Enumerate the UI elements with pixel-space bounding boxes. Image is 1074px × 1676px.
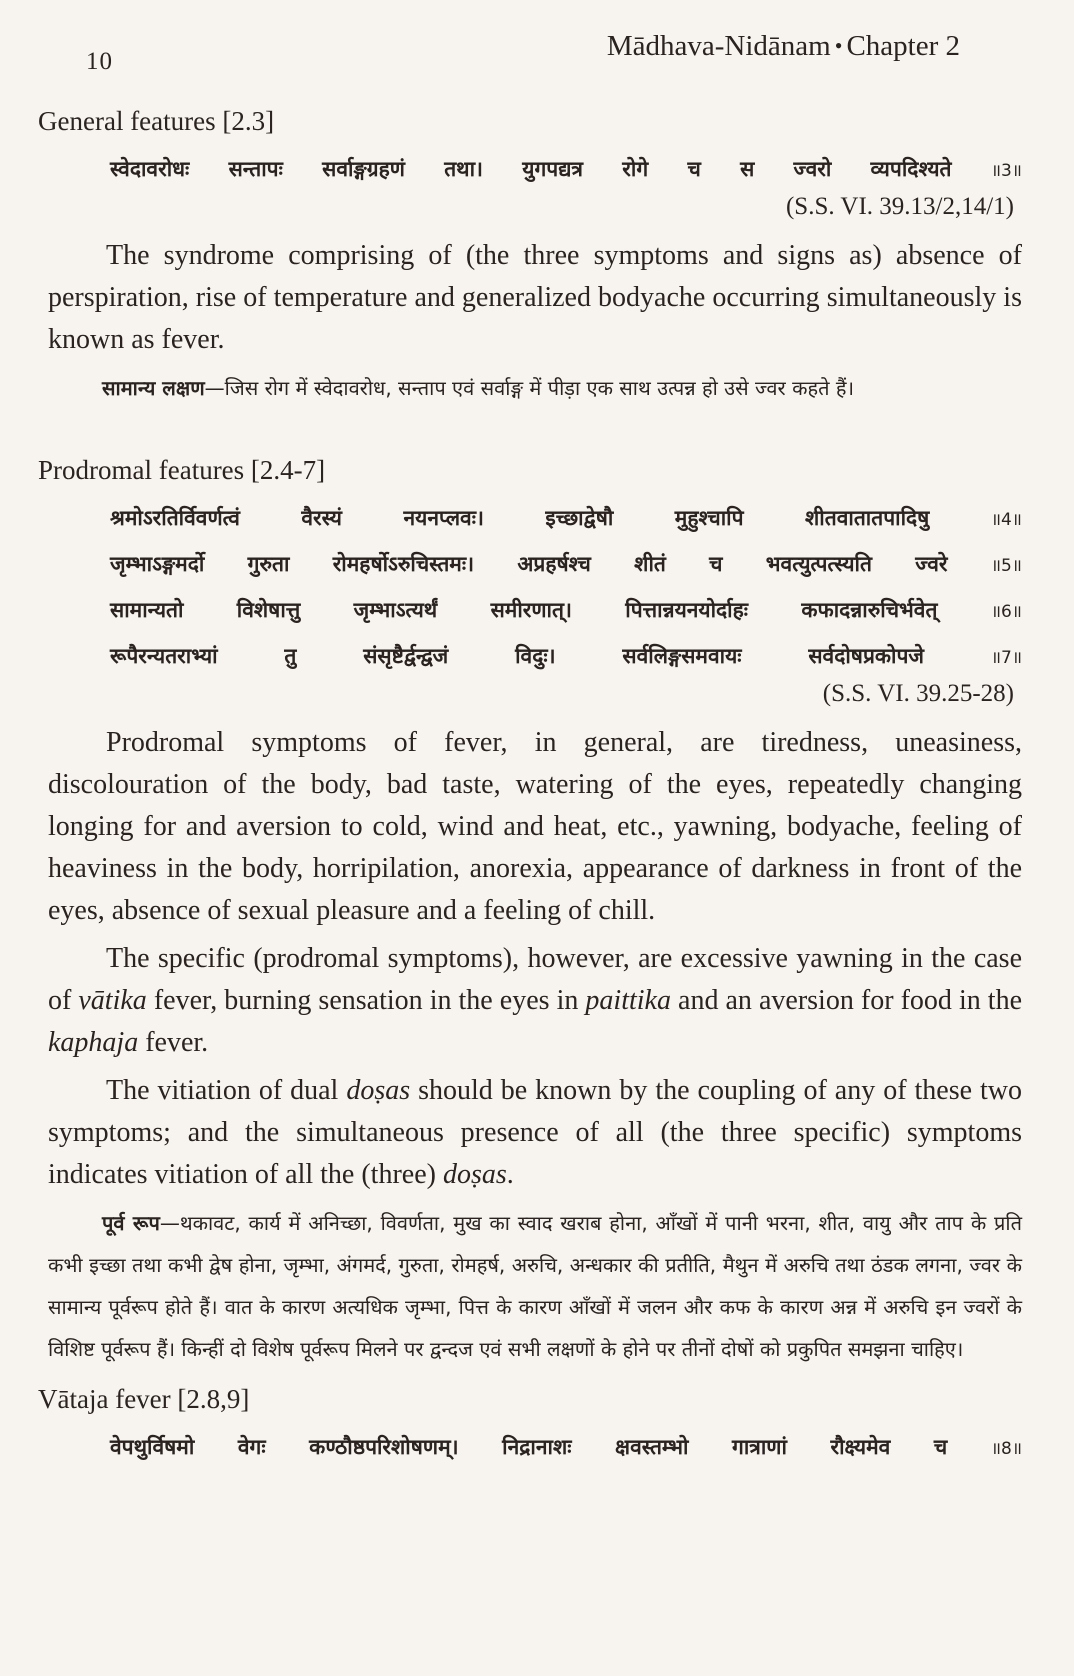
sanskrit-verse-4 [48, 496, 1022, 542]
verse-text: स्वेदावरोधः सन्तापः सर्वाङ्गग्रहणं तथा। युगपद्यत्र रोगे च स ज्वरो व्यपदिश्यते [110, 157, 952, 181]
verse-text: जृम्भाऽङ्गमर्दो गुरुता रोमहर्षोऽरुचिस्तमः। अप्रहर्षश्च शीतं च भवत्युत्पत्स्यति ज्वरे [110, 552, 948, 576]
verse-reference: (S.S. VI. 39.25-28) [822, 680, 1014, 707]
section-spacer [48, 419, 1022, 441]
hindi-paragraph [48, 1202, 1022, 1370]
text-run: and an aversion for food in the [670, 985, 1022, 1016]
running-head [607, 30, 960, 63]
text-run: fever. [138, 1027, 209, 1058]
text-run: . [506, 1159, 514, 1190]
text-run: The vitiation of dual [106, 1075, 347, 1106]
hindi-paragraph [48, 367, 1022, 409]
section-heading-prodromal: Prodromal features [2.4-7] [38, 455, 326, 485]
sanskrit-verse-8 [48, 1425, 1022, 1471]
english-paragraph [48, 938, 1022, 1064]
italic-term: vātika [78, 985, 147, 1016]
verse-number: ॥3॥ [990, 161, 1022, 181]
text-run: should be known by the coupling of any of these two symptoms; and the simultaneous presence of all (the three specific) symptoms indicates vitiation of all the (three) [48, 1075, 1023, 1190]
section-heading-vataja: Vātaja fever [2.8,9] [38, 1384, 250, 1414]
section-heading-general: General features [2.3] [38, 106, 275, 136]
chapter-label: Chapter 2 [846, 30, 960, 62]
hindi-text: —जिस रोग में स्वेदावरोध, सन्ताप एवं सर्वाङ्ग में पीड़ा एक साथ उत्पन्न हो उसे ज्वर कहते हैं। [204, 376, 855, 400]
verse-number: ॥7॥ [990, 648, 1023, 668]
verse-text: सामान्यतो विशेषात्तु जृम्भाऽत्यर्थं समीरणात्। पित्तान्नयनयोर्दाहः कफादन्नारुचिर्भवेत् [110, 598, 938, 622]
hindi-lead: पूर्व रूप [102, 1211, 160, 1235]
verse-text: वेपथुर्विषमो वेगः कण्ठौष्ठपरिशोषणम्। निद्रानाशः क्षवस्तम्भो गात्राणां रौक्ष्यमेव च [110, 1435, 948, 1459]
verse-text: रूपैरन्यतराभ्यां तु संसृष्टैर्द्वन्द्वजं विदुः। सर्वलिङ्गसमवायः सर्वदोषप्रकोपजे [110, 644, 924, 668]
verse-number: ॥4॥ [990, 510, 1022, 530]
italic-term: doṣas [442, 1159, 507, 1190]
english-paragraph: The syndrome comprising of (the three symptoms and signs as) absence of perspiration, rise of temperature and generalized bodyache occurring simultaneously is known as fever. [48, 240, 1022, 355]
english-paragraph [48, 1070, 1022, 1196]
sanskrit-verse-5 [48, 542, 1022, 588]
verse-text: श्रमोऽरतिर्विवर्णत्वं वैरस्यं नयनप्लवः। इच्छाद्वेषौ मुहुश्चापि शीतवातातपादिषु [110, 506, 930, 530]
italic-term: paittika [585, 985, 671, 1016]
hindi-lead: सामान्य लक्षण [102, 376, 205, 400]
sanskrit-verse-7 [48, 634, 1022, 680]
verse-number: ॥5॥ [990, 556, 1022, 576]
page-number: 10 [86, 48, 113, 75]
hindi-text: —थकावट, कार्य में अनिच्छा, विवर्णता, मुख का स्वाद खराब होना, आँखों में पानी भरना, शीत, वायु और ताप के प्रति कभी इच्छा तथा कभी द्वेष होना, जृम्भा, अंगमर्द, गुरुता, रोमहर्ष, अरुचि, अन्धकार की प्रतीति, मैथुन में अरुचि तथा ठंडक लगना, ज्वर के सामान्य पूर्वरूप होते हैं। वात के कारण अत्यधिक जृम्भा, पित्त के कारण आँखों में जलन और कफ के कारण अन्न में अरुचि इन ज्वरों के विशिष्ट पूर्वरूप हैं। किन्हीं दो विशेष पूर्वरूप मिलने पर द्वन्दज एवं सभी लक्षणों के होने पर तीनों दोषों को प्रकुपित समझना चाहिए। [48, 1211, 1022, 1361]
separator-dot: • [834, 33, 843, 58]
verse-reference: (S.S. VI. 39.13/2,14/1) [785, 193, 1014, 220]
italic-term: doṣas [346, 1075, 411, 1106]
book-title: Mādhava-Nidānam [606, 30, 831, 62]
sanskrit-verse-3 [48, 147, 1022, 193]
text-run: The specific (prodromal symptoms), however, are excessive yawning in the case of [48, 943, 1022, 1016]
sanskrit-verse-6 [48, 588, 1022, 634]
italic-term: kaphaja [48, 1027, 139, 1058]
verse-number: ॥8॥ [990, 1439, 1023, 1459]
english-paragraph: Prodromal symptoms of fever, in general, are tiredness, uneasiness, discolouration of the body, bad taste, watering of the eyes, repeatedly changing longing for and aversion to cold, wind and heat, etc., yawning, bodyache, feeling of heaviness in the body, horripilation, anorexia, appearance of darkness in front of the eyes, absence of sexual pleasure and a feeling of chill. [48, 727, 1022, 926]
verse-number: ॥6॥ [990, 602, 1022, 622]
text-run: fever, burning sensation in the eyes in [146, 985, 586, 1016]
page-header [48, 0, 1022, 92]
